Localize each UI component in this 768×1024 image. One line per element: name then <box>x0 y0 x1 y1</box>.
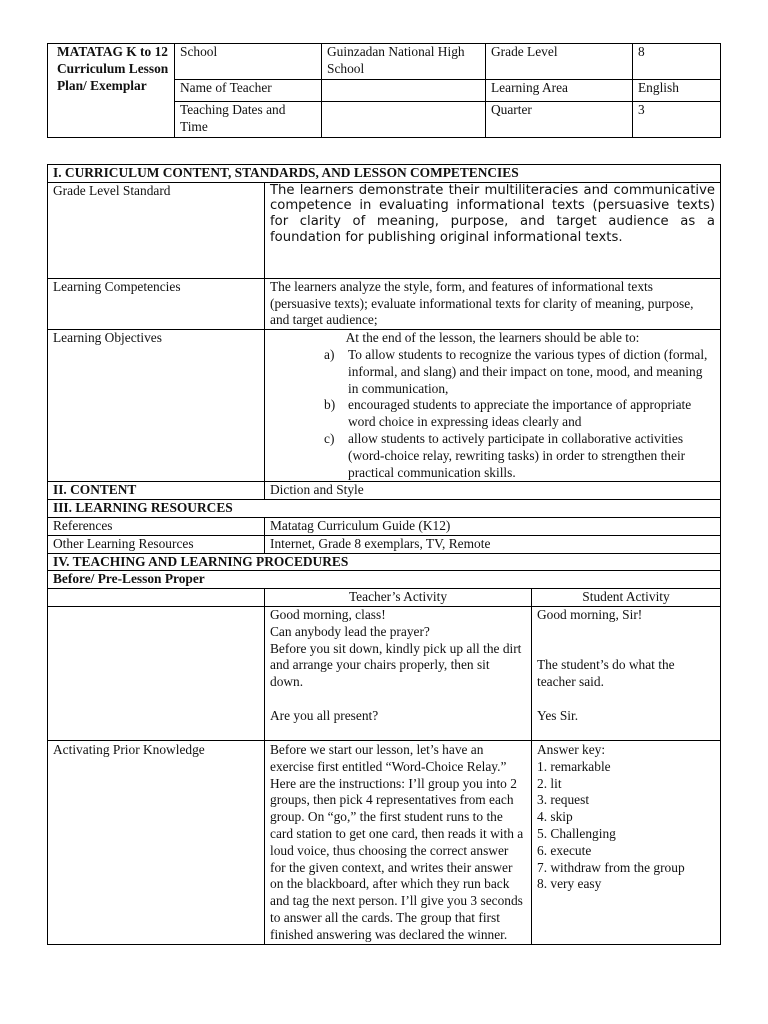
objectives-list <box>270 347 715 481</box>
grade-level-standard-label: Grade Level Standard <box>48 182 265 278</box>
school-value: Guinzadan National High School <box>322 44 486 80</box>
grade-level-label: Grade Level <box>486 44 633 80</box>
learning-objectives-cell <box>265 330 721 482</box>
other-resources-label: Other Learning Resources <box>48 535 265 553</box>
section-procedures-title: IV. TEACHING AND LEARNING PROCEDURES <box>48 553 721 571</box>
learning-area-label: Learning Area <box>486 80 633 102</box>
teacher-line: Good morning, class! <box>270 606 386 622</box>
activating-prior-knowledge-label: Activating Prior Knowledge <box>48 740 265 944</box>
school-label: School <box>175 44 322 80</box>
answer-key-item: 4. skip <box>537 809 573 825</box>
answer-key-item: 7. withdraw from the group <box>537 859 685 875</box>
learning-competencies-text: The learners analyze the style, form, and features of informational texts (persuasive texts); evaluate informational texts for clarity of meaning, purpose, and target audience; <box>265 278 721 329</box>
learning-area-value: English <box>633 80 721 102</box>
header-table <box>47 43 721 138</box>
greeting-student-cell <box>532 606 721 740</box>
objective-marker: c) <box>324 430 335 446</box>
answer-key-item: 1. remarkable <box>537 758 611 774</box>
quarter-label: Quarter <box>486 102 633 138</box>
student-line: Good morning, Sir! <box>537 606 643 622</box>
student-line <box>537 624 715 641</box>
objective-marker: b) <box>324 397 336 413</box>
answer-key-item: 5. Challenging <box>537 825 616 841</box>
objectives-intro: At the end of the lesson, the learners should be able to: <box>345 330 640 346</box>
references-label: References <box>48 517 265 535</box>
greeting-teacher-cell <box>265 606 532 740</box>
answer-key-item: 3. request <box>537 792 590 808</box>
objective-marker: a) <box>324 346 335 362</box>
empty-cell <box>48 589 265 607</box>
objective-text: allow students to actively participate in collaborative activities (word-choice relay, rewriting tasks) in order to strengthen their practical communication skills. <box>348 430 686 480</box>
objective-item <box>324 346 715 397</box>
section-curriculum-title: I. CURRICULUM CONTENT, STANDARDS, AND LESSON COMPETENCIES <box>48 165 721 183</box>
learning-competencies-label: Learning Competencies <box>48 278 265 329</box>
teaching-dates-value <box>322 102 486 138</box>
apk-teacher-activity: Before we start our lesson, let’s have an exercise first entitled “Word-Choice Relay.” Here are the instructions: I’ll group you into 2 groups, then pick 4 representatives from each group. On “go,” the first student runs to the card station to get one card, then reads it with a loud voice, thus choosing the correct answer for the given context, and writes their answer on the blackboard, after which they run back and tag the next person. I’ll give you 3 seconds to answer all the cards. The group that first finished answering was declared the winner. <box>265 740 532 944</box>
teacher-line: Are you all present? <box>270 707 379 723</box>
answer-key-item: 8. very easy <box>537 876 602 892</box>
quarter-value: 3 <box>633 102 721 138</box>
teacher-name-label: Name of Teacher <box>175 80 322 102</box>
answer-key-title: Answer key: <box>537 741 606 757</box>
objective-item <box>324 430 715 481</box>
student-line: The student’s do what the teacher said. <box>537 657 675 690</box>
lesson-table <box>47 164 721 945</box>
section-content-title: II. CONTENT <box>48 482 265 500</box>
teaching-dates-label: Teaching Dates and Time <box>175 102 322 138</box>
teacher-name-value <box>322 80 486 102</box>
answer-key-item: 2. lit <box>537 775 562 791</box>
objective-item <box>324 397 715 431</box>
teacher-line: Can anybody lead the prayer? <box>270 623 430 639</box>
pre-lesson-subtitle: Before/ Pre-Lesson Proper <box>48 571 721 589</box>
student-line <box>537 641 715 658</box>
student-line: Yes Sir. <box>537 707 579 723</box>
student-line <box>537 691 715 708</box>
answer-key-item: 6. execute <box>537 842 592 858</box>
learning-objectives-label: Learning Objectives <box>48 330 265 482</box>
answer-key-cell <box>532 740 721 944</box>
objective-text: encouraged students to appreciate the importance of appropriate word choice in expressing ideas clearly and <box>348 397 692 430</box>
empty-cell <box>48 606 265 740</box>
lesson-plan-title: MATATAG K to 12 Curriculum Lesson Plan/ Exemplar <box>48 44 175 138</box>
teacher-activity-header: Teacher’s Activity <box>265 589 532 607</box>
teacher-line <box>270 691 526 708</box>
references-value: Matatag Curriculum Guide (K12) <box>265 517 721 535</box>
content-value: Diction and Style <box>265 482 721 500</box>
objective-text: To allow students to recognize the various types of diction (formal, informal, and slang) and their impact on tone, mood, and meaning in communication, <box>348 346 708 396</box>
student-activity-header: Student Activity <box>532 589 721 607</box>
other-resources-value: Internet, Grade 8 exemplars, TV, Remote <box>265 535 721 553</box>
grade-level-value: 8 <box>633 44 721 80</box>
section-resources-title: III. LEARNING RESOURCES <box>48 500 721 518</box>
teacher-line: Before you sit down, kindly pick up all the dirt and arrange your chairs properly, then sit down. <box>270 640 522 690</box>
grade-level-standard-text: The learners demonstrate their multiliteracies and communicative competence in evaluating informational texts (persuasive texts) for clarity of meaning, purpose, and target audience as a foundation for publishing original informational texts. <box>265 182 721 278</box>
